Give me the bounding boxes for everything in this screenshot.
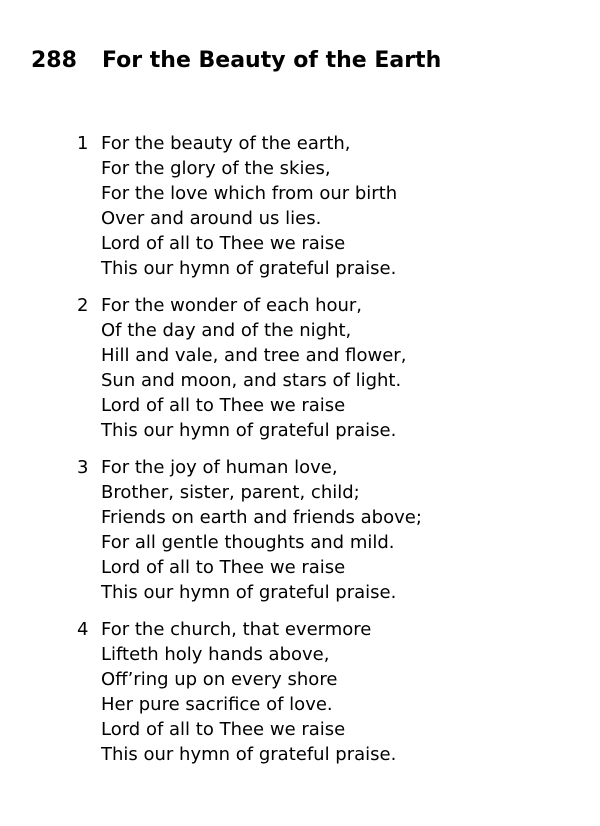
hymn-number: 288 bbox=[31, 48, 77, 73]
verse-lines bbox=[101, 617, 600, 767]
verse bbox=[0, 455, 600, 605]
verse-lines bbox=[101, 455, 600, 605]
verse-number: 4 bbox=[77, 619, 89, 640]
hymn-header bbox=[31, 46, 441, 76]
verse-number: 3 bbox=[77, 457, 89, 478]
verse-line: Her pure sacrifice of love. bbox=[101, 694, 333, 715]
verse-line: Lord of all to Thee we raise bbox=[101, 557, 346, 578]
verse-line: Lifteth holy hands above, bbox=[101, 644, 330, 665]
verse-line: This our hymn of grateful praise. bbox=[101, 420, 397, 441]
verse-line: Friends on earth and friends above; bbox=[101, 507, 422, 528]
verse-line: Lord of all to Thee we raise bbox=[101, 395, 346, 416]
verse-line: Sun and moon, and stars of light. bbox=[101, 370, 402, 391]
verse-line: For all gentle thoughts and mild. bbox=[101, 532, 395, 553]
verse-line: This our hymn of grateful praise. bbox=[101, 258, 397, 279]
verse-number: 2 bbox=[77, 295, 89, 316]
verse-lines bbox=[101, 293, 600, 443]
verse-line: Hill and vale, and tree and flower, bbox=[101, 345, 407, 366]
verse-line: For the love which from our birth bbox=[101, 183, 398, 204]
verse-line: Lord of all to Thee we raise bbox=[101, 233, 346, 254]
verse-line: For the church, that evermore bbox=[101, 619, 372, 640]
verse-line: Over and around us lies. bbox=[101, 208, 322, 229]
verse-line: For the joy of human love, bbox=[101, 457, 338, 478]
verses bbox=[0, 131, 600, 779]
verse-line: This our hymn of grateful praise. bbox=[101, 744, 397, 765]
verse bbox=[0, 131, 600, 281]
verse-line: Off’ring up on every shore bbox=[101, 669, 338, 690]
verse-line: Of the day and of the night, bbox=[101, 320, 352, 341]
verse bbox=[0, 293, 600, 443]
verse-number: 1 bbox=[77, 133, 89, 154]
verse-line: This our hymn of grateful praise. bbox=[101, 582, 397, 603]
verse-line: For the beauty of the earth, bbox=[101, 133, 351, 154]
verse-line: Brother, sister, parent, child; bbox=[101, 482, 360, 503]
verse bbox=[0, 617, 600, 767]
verse-line: For the glory of the skies, bbox=[101, 158, 331, 179]
verse-line: For the wonder of each hour, bbox=[101, 295, 363, 316]
verse-lines bbox=[101, 131, 600, 281]
hymn-title: For the Beauty of the Earth bbox=[102, 48, 442, 73]
verse-line: Lord of all to Thee we raise bbox=[101, 719, 346, 740]
